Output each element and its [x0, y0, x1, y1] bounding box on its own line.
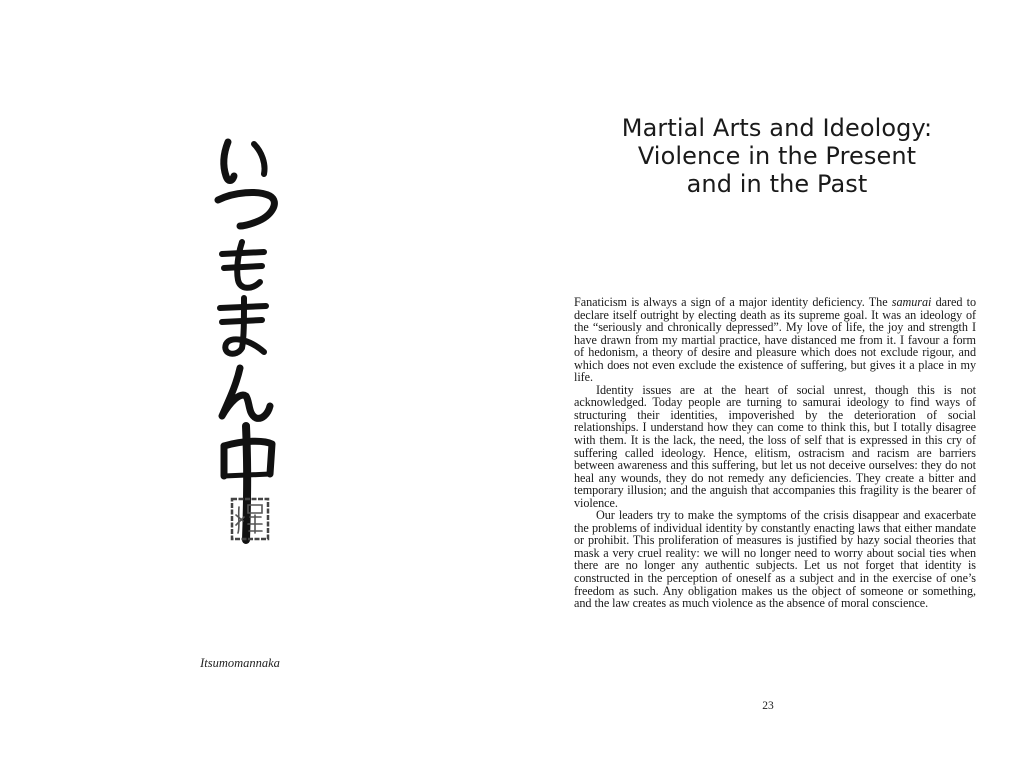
right-page — [512, 0, 1024, 774]
title-line: Martial Arts and Ideology: — [621, 114, 933, 142]
italic-term: samurai — [891, 295, 932, 309]
body-paragraph: Our leaders try to make the symptoms of the crisis disappear and exacerbate the problems of individual identity by constantly enacting laws that either mandate or prohibit. This proliferation of measures is justified by hazy social theories that mask a very cruel reality: we will no longer need to worry about social ties when there are no longer any authentic subjects. Let us not forget that identity is constructed in the perception of oneself as a subject and in the exercise of one’s freedom as such. Any obligation makes us the object of someone or something, and the law creates as much violence as the absence of moral conscience. — [574, 508, 976, 611]
paragraph-text: dared to declare itself outright by electing death as its supreme goal. It was an ideology of the “seriously and chronically depressed”. My love of life, the joy and strength I have drawn from my martial practice, have distanced me from it. I favour a form of hedonism, a theory of desire and pleasure which does not exclude rigour, and which does not even exclude the existence of suffering, but gives it a place in my life. — [574, 295, 976, 385]
calligraphy-caption: Itsumomannaka — [200, 656, 280, 670]
paragraph-text: Fanaticism is always a sign of a major identity deficiency. The — [574, 295, 892, 309]
calligraphy-image — [200, 130, 290, 550]
title-line: Violence in the Present — [637, 142, 917, 170]
body-paragraph: Identity issues are at the heart of social unrest, though this is not acknowledged. Today people are turning to samurai ideology to find ways of structuring their identities, impoverished by the deterioration of social relationships. I understand how they can come to think this, but I totally disagree with them. It is the lack, the need, the loss of self that is expressed in this cry of suffering called ideology. Hence, elitism, ostracism and racism are barriers between awareness and this suffering, but let us not deceive ourselves: they do not heal any wounds, they do not remedy any deficiencies. They create a bitter and temporary illusion; and the anguish that accompanies this fragility is the bearer of violence. — [574, 382, 976, 510]
chapter-title — [572, 114, 982, 198]
calligraphy-brush-strokes — [200, 130, 290, 550]
page-number: 23 — [762, 700, 774, 712]
body-paragraph — [574, 296, 976, 384]
title-line: and in the Past — [686, 170, 868, 198]
chapter-body — [574, 296, 976, 610]
artist-seal-stamp — [230, 497, 270, 541]
seal-graphic — [230, 497, 270, 541]
